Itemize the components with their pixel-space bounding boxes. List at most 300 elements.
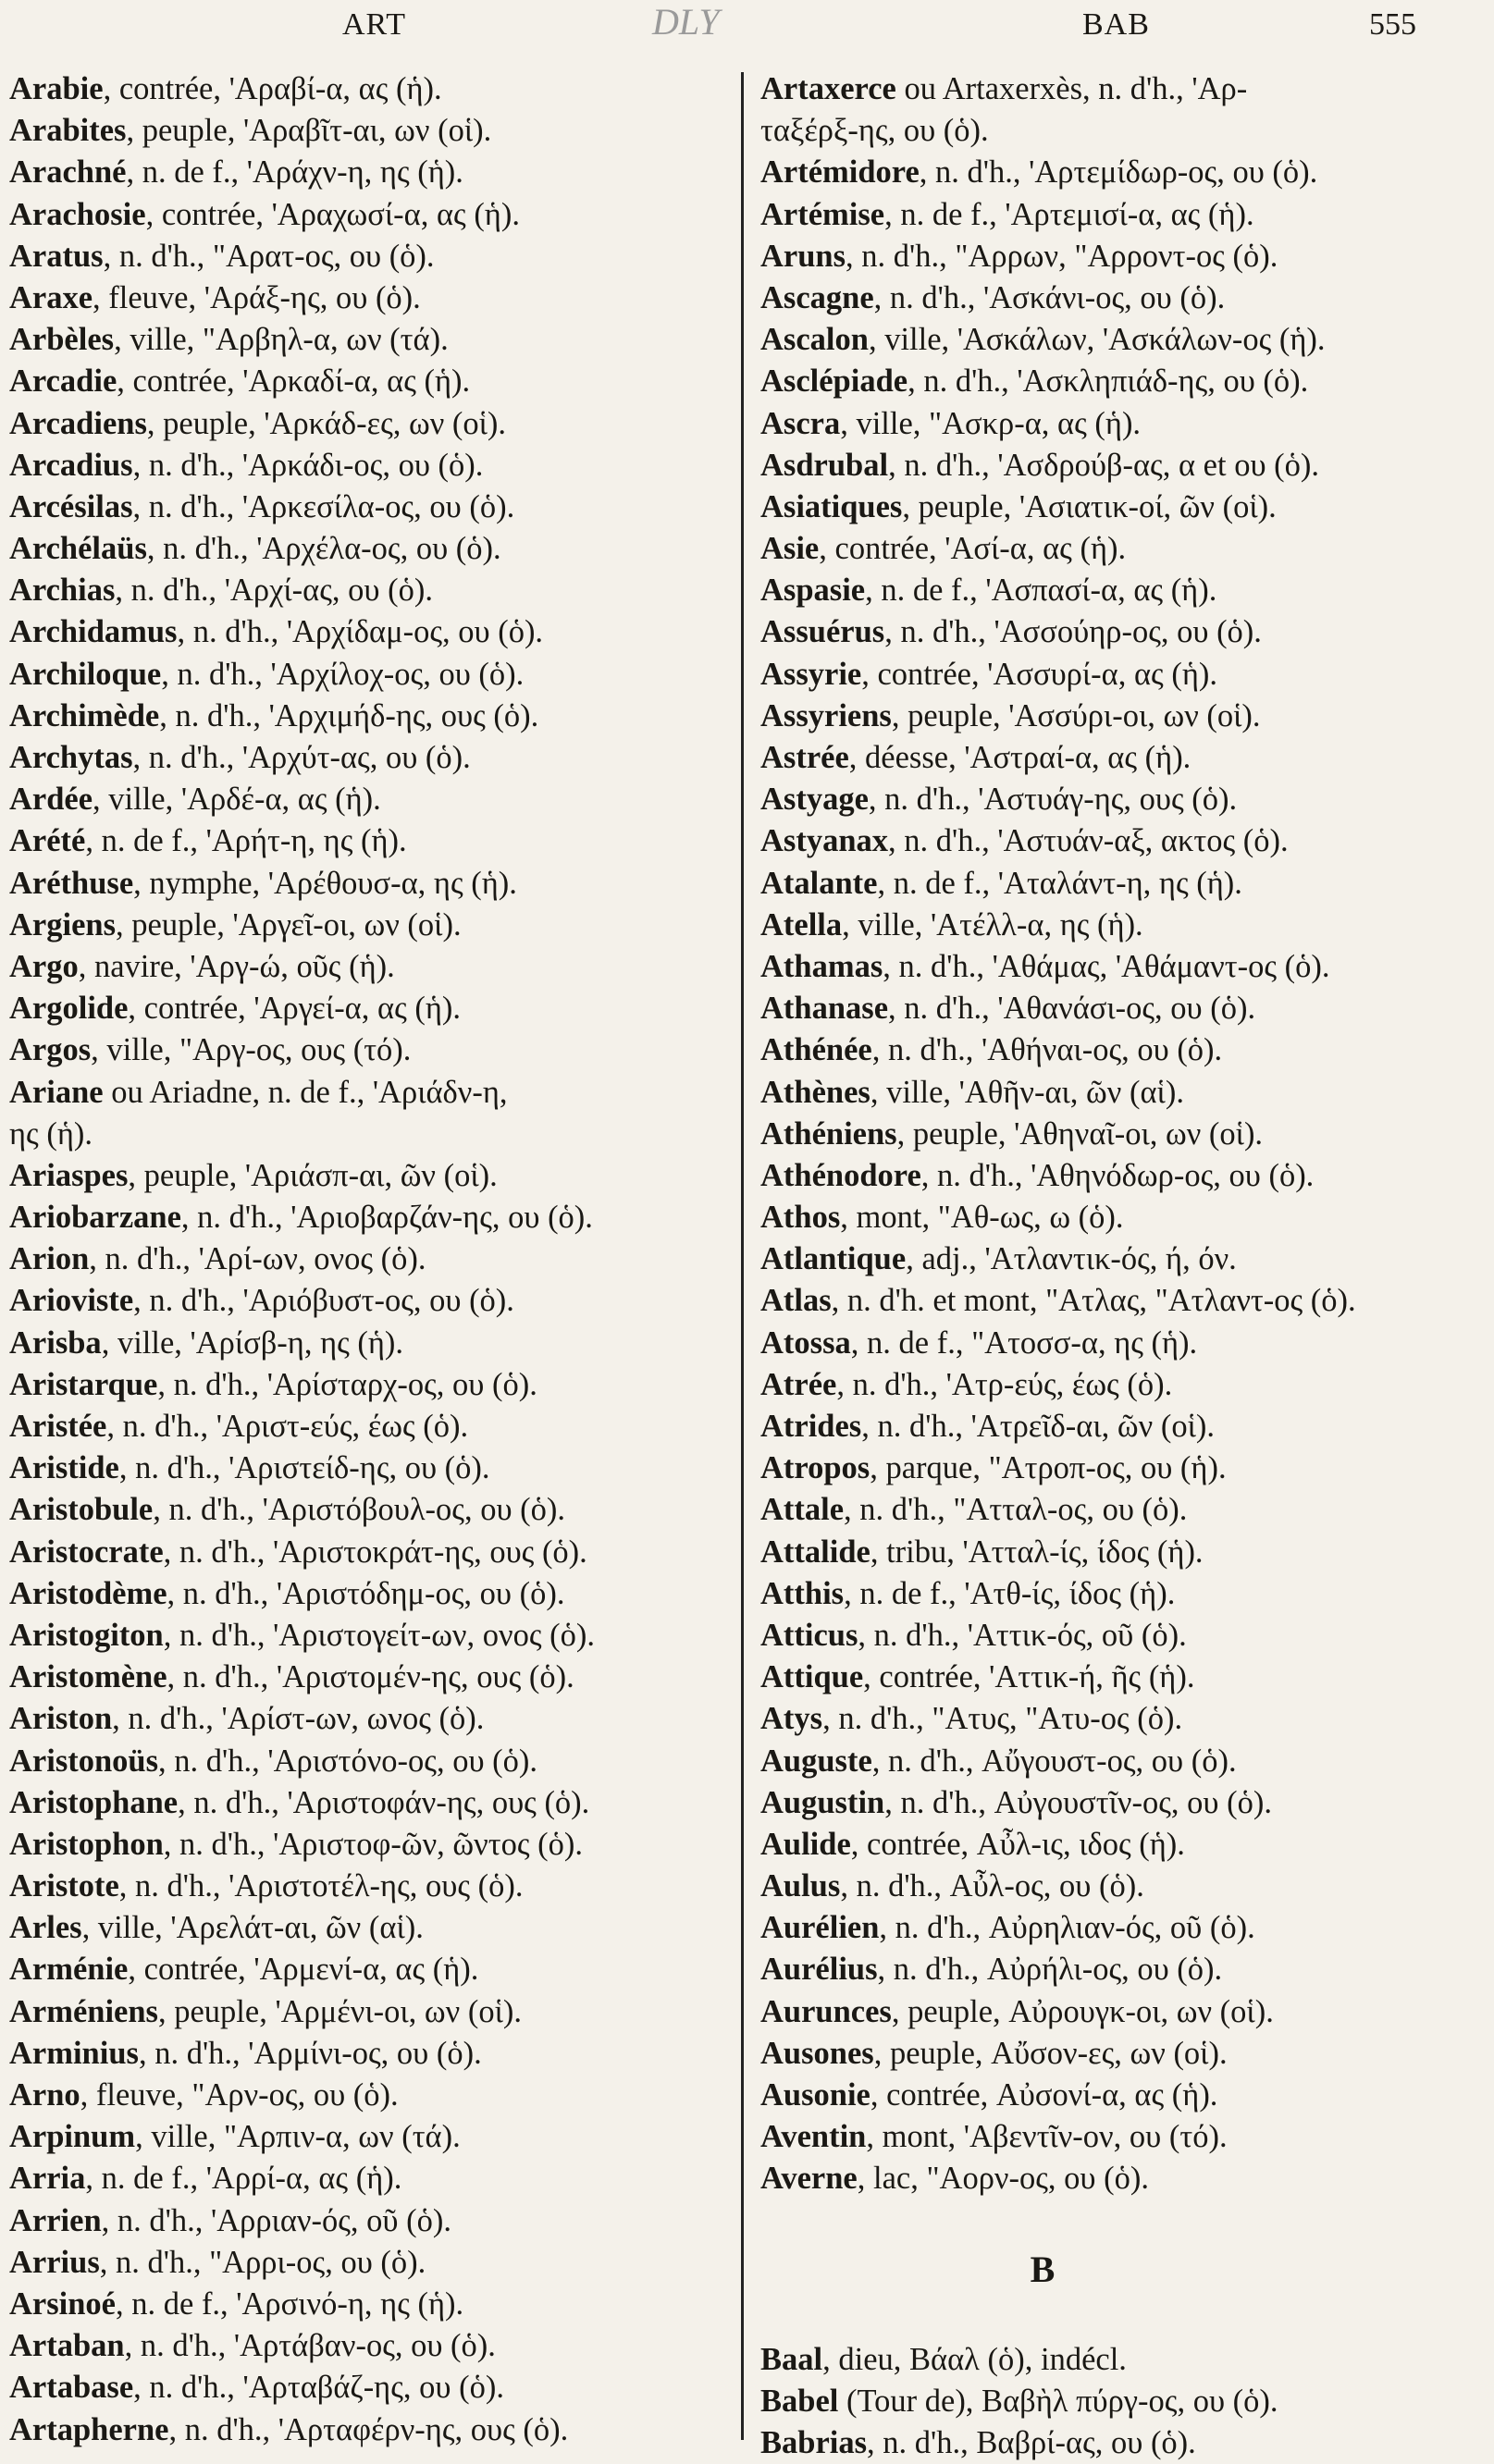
dictionary-entry (760, 2339, 1482, 2381)
dictionary-entry (760, 1824, 1482, 1866)
dictionary-entry (9, 2409, 726, 2451)
entry-headword: Athéniens (760, 1115, 897, 1152)
entry-definition: , n. d'h., 'Αστυάν-αξ, ακτος (ὁ). (888, 823, 1289, 859)
entry-headword: Aristée (9, 1409, 107, 1444)
entry-headword: Asiatiques (760, 488, 903, 524)
entry-headword: Atalante (760, 865, 878, 901)
dictionary-entry (9, 487, 726, 528)
entry-headword: Atlantique (760, 1241, 907, 1277)
entry-headword: Atella (760, 906, 843, 942)
dictionary-entry (9, 1532, 726, 1573)
entry-definition: , ville, 'Αρίσβ-η, ης (ἡ). (101, 1324, 404, 1361)
entry-headword: Artaxerce (760, 71, 896, 106)
entry-headword: Aristide (9, 1450, 119, 1486)
dictionary-entry (9, 2200, 726, 2242)
entry-headword: Arabites (9, 113, 127, 149)
dictionary-entry (9, 779, 726, 820)
dictionary-entry (760, 403, 1482, 445)
entry-definition: , n. d'h., Βαβρί-ας, ου (ὁ). (867, 2424, 1196, 2460)
entry-headword: Arles (9, 1910, 82, 1946)
dictionary-entry (9, 110, 726, 152)
entry-definition: , n. d'h., 'Αρχύτ-ας, ου (ὁ). (132, 740, 471, 775)
entry-headword: Aurunces (760, 1993, 892, 2029)
entry-definition: , contrée, 'Αραβί-α, ας (ἡ). (103, 71, 442, 106)
entry-headword: Assuérus (760, 614, 885, 650)
dictionary-entry (760, 1029, 1482, 1071)
entry-definition: , n. d'h., "Αρατ-ος, ου (ὁ). (103, 238, 435, 274)
dictionary-entry (760, 946, 1482, 988)
entry-headword: Ausones (760, 2035, 874, 2071)
entry-definition: , n. d'h., 'Αρχιμήδ-ης, ους (ὁ). (159, 697, 539, 733)
dictionary-entry (760, 1323, 1482, 1364)
dictionary-entry (760, 2158, 1482, 2199)
dictionary-entry (9, 528, 726, 570)
dictionary-entry (9, 361, 726, 402)
entry-headword: Arsinoé (9, 2285, 116, 2322)
entry-headword: Attale (760, 1492, 845, 1528)
entry-definition: , n. de f., 'Αρρί-α, ας (ἡ). (85, 2161, 402, 2197)
dictionary-entry (760, 194, 1482, 236)
entry-definition: , n. de f., 'Αταλάντ-η, ης (ἡ). (877, 865, 1242, 901)
dictionary-entry (760, 1448, 1482, 1489)
dictionary-entry (9, 696, 726, 737)
entry-headword: Astrée (760, 740, 849, 775)
entry-definition: , n. d'h., 'Αρτεμίδωρ-ος, ου (ὁ). (919, 154, 1318, 191)
entry-definition: , ville, 'Αρδέ-α, ας (ἡ). (93, 782, 381, 818)
entry-definition: , n. d'h., 'Αθανάσι-ος, ου (ὁ). (888, 991, 1256, 1027)
entry-headword: Arrien (9, 2202, 102, 2238)
entry-headword: Athénodore (760, 1157, 921, 1193)
dictionary-entry (9, 277, 726, 319)
dictionary-entry (9, 2325, 726, 2367)
dictionary-entry (760, 1573, 1482, 1615)
entry-definition: , n. d'h., 'Αριστοφάν-ης, ους (ὁ). (178, 1784, 590, 1820)
entry-headword: Aventin (760, 2119, 867, 2155)
dictionary-entry (760, 779, 1482, 820)
entry-definition: (Tour de), Βαβὴλ πύργ-ος, ου (ὁ). (838, 2383, 1278, 2419)
entry-headword: Ariobarzane (9, 1200, 181, 1236)
entry-headword: Athamas (760, 948, 883, 984)
entry-headword: Ascalon (760, 322, 869, 358)
dictionary-entry (760, 2422, 1482, 2464)
entry-headword: Aruns (760, 238, 846, 274)
right-guide-word: BAB (1082, 7, 1150, 42)
entry-definition: , n. d'h., 'Ασκάνι-ος, ου (ὁ). (873, 279, 1226, 315)
dictionary-entry (760, 1782, 1482, 1824)
entry-headword: Aristomène (9, 1659, 167, 1695)
entry-definition: , ville, 'Αθῆν-αι, ῶν (αἱ). (870, 1074, 1184, 1110)
entry-headword: Arcésilas (9, 488, 133, 524)
entry-definition: , n. d'h., 'Αρχίλοχ-ος, ου (ὁ). (161, 656, 525, 692)
entry-definition: , peuple, Αὔσον-ες, ων (οἱ). (873, 2035, 1228, 2071)
dictionary-entry (760, 1406, 1482, 1448)
entry-definition: , n. d'h., Αὐρήλι-ος, ου (ὁ). (877, 1952, 1223, 1988)
entry-headword: Astyage (760, 782, 869, 818)
entry-headword: Aratus (9, 238, 104, 274)
dictionary-entry (9, 1991, 726, 2033)
entry-definition: , ville, 'Ασκάλων, 'Ασκάλων-ος (ἡ). (868, 322, 1326, 358)
entry-headword: Ariaspes (9, 1157, 129, 1193)
dictionary-entry (760, 1991, 1482, 2033)
entry-headword: Atrides (760, 1409, 862, 1444)
entry-definition: , n. d'h., 'Αρτάβαν-ος, ου (ὁ). (124, 2328, 496, 2364)
dictionary-entry (9, 1114, 726, 1155)
entry-headword: Arcadie (9, 363, 117, 400)
entry-headword: Babel (760, 2383, 839, 2419)
entry-definition: , ville, 'Ατέλλ-α, ης (ἡ). (842, 906, 1143, 942)
entry-headword: Augustin (760, 1784, 885, 1820)
dictionary-entry (760, 1155, 1482, 1197)
entry-headword: Artapherne (9, 2411, 169, 2447)
right-column-b-entries (760, 2339, 1482, 2464)
entry-headword: Aréthuse (9, 865, 134, 901)
entry-headword: Atrée (760, 1366, 837, 1402)
entry-headword: Arabie (9, 71, 104, 106)
entry-definition: , n. d'h., 'Ασκληπιάδ-ης, ου (ὁ). (908, 363, 1309, 400)
entry-definition: , n. d'h., 'Αρκεσίλα-ος, ου (ὁ). (132, 488, 515, 524)
dictionary-entry (760, 2381, 1482, 2422)
entry-definition: , fleuve, 'Αράξ-ης, ου (ὁ). (93, 279, 421, 315)
dictionary-entry (9, 2075, 726, 2116)
entry-definition: , contrée, 'Αρκαδί-α, ας (ἡ). (117, 363, 471, 400)
entry-definition: , peuple, 'Ασιατικ-οί, ῶν (οἱ). (902, 488, 1277, 524)
entry-definition: , n. d'h., 'Αρίστ-ων, ωνος (ὁ). (112, 1701, 485, 1737)
dictionary-entry (760, 654, 1482, 696)
entry-headword: Auguste (760, 1743, 872, 1779)
entry-definition: , n. d'h., 'Ατρ-εύς, έως (ὁ). (836, 1366, 1173, 1402)
dictionary-entry (760, 1489, 1482, 1531)
entry-definition: , n. d'h., 'Αριστομέν-ης, ους (ὁ). (167, 1659, 574, 1695)
entry-definition: , n. d'h., 'Αρί-ων, ονος (ὁ). (89, 1241, 426, 1277)
entry-definition: , n. d'h., 'Αρχί-ας, ου (ὁ). (115, 573, 433, 609)
dictionary-entry (760, 68, 1482, 110)
entry-definition: , n. d'h., 'Αριστόβουλ-ος, ου (ὁ). (153, 1492, 566, 1528)
entry-headword: Aurélien (760, 1910, 880, 1946)
entry-definition: , n. d'h., 'Αριστόνο-ος, ου (ὁ). (158, 1743, 538, 1779)
entry-definition: , navire, 'Αργ-ώ, οῦς (ἡ). (78, 948, 395, 984)
entry-definition: , peuple, 'Αρκάδ-ες, ων (οἱ). (146, 405, 507, 441)
dictionary-entry (9, 2284, 726, 2325)
dictionary-entry (760, 1615, 1482, 1657)
dictionary-entry (760, 1197, 1482, 1238)
dictionary-entry (760, 445, 1482, 487)
entry-headword: Artémise (760, 196, 885, 232)
entry-definition: , n. d'h., "Ατυς, "Ατυ-ος (ὁ). (822, 1701, 1183, 1737)
dictionary-entry (9, 2242, 726, 2284)
dictionary-entry (9, 236, 726, 277)
dictionary-entry (9, 1698, 726, 1740)
entry-headword: Aristophon (9, 1826, 164, 1862)
entry-definition: , peuple, 'Αθηναῖ-οι, ων (οἱ). (896, 1115, 1264, 1152)
entry-headword: Ascra (760, 405, 841, 441)
entry-definition: , n. d'h., "Αρρων, "Αρροντ-ος (ὁ). (846, 238, 1278, 274)
entry-definition: , dieu, Βάαλ (ὁ), indécl. (822, 2341, 1127, 2377)
dictionary-entry (760, 2075, 1482, 2116)
dictionary-entry (760, 1114, 1482, 1155)
entry-headword: Archidamus (9, 614, 178, 650)
dictionary-entry (9, 654, 726, 696)
dictionary-entry (9, 1615, 726, 1657)
dictionary-entry (9, 1364, 726, 1406)
entry-headword: Astyanax (760, 823, 889, 859)
entry-definition: , adj., 'Ατλαντικ-ός, ή, όν. (906, 1241, 1237, 1277)
dictionary-entry (760, 1866, 1482, 1907)
entry-headword: Ascagne (760, 279, 874, 315)
entry-headword: Archimède (9, 697, 160, 733)
entry-definition: , mont, 'Αβεντῖν-ον, ου (τό). (866, 2119, 1228, 2155)
entry-definition: , n. de f., 'Αράχν-η, ης (ἡ). (126, 154, 463, 191)
entry-headword: Asdrubal (760, 447, 889, 483)
entry-definition: , parque, "Ατροπ-ος, ου (ἡ). (870, 1450, 1227, 1486)
dictionary-entry (760, 236, 1482, 277)
dictionary-entry (9, 1741, 726, 1782)
dictionary-entry (9, 611, 726, 653)
dictionary-entry (9, 445, 726, 487)
entry-headword: Arété (9, 823, 86, 859)
dictionary-entry (760, 1238, 1482, 1280)
dictionary-entry (9, 1238, 726, 1280)
entry-headword: Assyrie (760, 656, 862, 692)
dictionary-entry (760, 2116, 1482, 2158)
entry-definition: , n. de f., 'Ασπασί-α, ας (ἡ). (865, 573, 1217, 609)
dictionary-entry (760, 737, 1482, 779)
entry-definition: , contrée, 'Αραχωσί-α, ας (ἡ). (145, 196, 520, 232)
entry-headword: Arachosie (9, 196, 146, 232)
dictionary-entry (9, 1197, 726, 1238)
entry-definition: , lac, "Αορν-ος, ου (ὁ). (857, 2161, 1149, 2197)
entry-headword: Asclépiade (760, 363, 908, 400)
entry-definition: , peuple, 'Αρμένι-οι, ων (οἱ). (157, 1993, 522, 2029)
dictionary-entry (9, 1280, 726, 1322)
entry-headword: Aulus (760, 1868, 841, 1904)
entry-headword: Araxe (9, 279, 93, 315)
entry-definition: , n. d'h., 'Αρριαν-ός, οῦ (ὁ). (101, 2202, 451, 2238)
entry-definition: , contrée, 'Ασσυρί-α, ας (ἡ). (861, 656, 1217, 692)
entry-headword: Arméniens (9, 1993, 158, 2029)
entry-definition: , n. d'h., "Ατταλ-ος, ου (ὁ). (844, 1492, 1188, 1528)
entry-definition: , nymphe, 'Αρέθουσ-α, ης (ἡ). (133, 865, 517, 901)
entry-headword: Aristophane (9, 1784, 179, 1820)
page-header (0, 0, 1494, 65)
dictionary-entry (760, 2033, 1482, 2075)
entry-definition: , n. d'h., "Αρρι-ος, ου (ὁ). (99, 2244, 426, 2280)
entry-headword: Artaban (9, 2328, 125, 2364)
entry-definition: , n. d'h., 'Ασσούηρ-ος, ου (ὁ). (884, 614, 1262, 650)
entry-headword: Arménie (9, 1952, 129, 1988)
dictionary-entry (9, 1866, 726, 1907)
dictionary-entry (760, 1072, 1482, 1114)
entry-definition: , peuple, 'Αργεῖ-οι, ων (οἱ). (116, 906, 462, 942)
dictionary-entry (760, 1949, 1482, 1990)
entry-definition: , peuple, 'Αραβῖτ-αι, ων (οἱ). (126, 113, 492, 149)
dictionary-entry (9, 68, 726, 110)
entry-definition: , n. d'h., 'Αρμίνι-ος, ου (ὁ). (138, 2035, 482, 2071)
dictionary-entry (760, 820, 1482, 862)
entry-definition: , n. de f., "Ατοσσ-α, ης (ἡ). (850, 1324, 1198, 1361)
dictionary-entry (9, 1907, 726, 1949)
entry-definition: , n. d'h., 'Αθηνόδωρ-ος, ου (ὁ). (920, 1157, 1315, 1193)
entry-definition: , fleuve, "Αρν-ος, ου (ὁ). (80, 2077, 399, 2113)
entry-definition: , n. d'h., 'Αττικ-ός, οῦ (ὁ). (858, 1617, 1187, 1653)
dictionary-entry (9, 152, 726, 193)
dictionary-entry (9, 1824, 726, 1866)
entry-definition: , peuple, 'Αριάσπ-αι, ῶν (οἱ). (128, 1157, 498, 1193)
entry-headword: Archytas (9, 740, 133, 775)
entry-definition: , contrée, 'Αργεί-α, ας (ἡ). (128, 991, 462, 1027)
entry-definition: , n. d'h., 'Αριόβυστ-ος, ου (ὁ). (133, 1283, 514, 1319)
dictionary-entry (760, 863, 1482, 905)
dictionary-entry (9, 1489, 726, 1531)
dictionary-entry (9, 1949, 726, 1990)
entry-headword: Aristonoüs (9, 1743, 159, 1779)
entry-headword: Argo (9, 948, 79, 984)
dictionary-entry (9, 1448, 726, 1489)
entry-headword: Assyriens (760, 697, 892, 733)
dictionary-entry (760, 1532, 1482, 1573)
entry-definition: , peuple, Αὐρουγκ-οι, ων (οἱ). (891, 1993, 1274, 2029)
entry-definition: , n. de f., 'Αρτεμισί-α, ας (ἡ). (884, 196, 1254, 232)
entry-headword: Athos (760, 1200, 841, 1236)
dictionary-entry (9, 1155, 726, 1197)
entry-headword: Aulide (760, 1826, 851, 1862)
entry-headword: Ardée (9, 782, 93, 818)
dictionary-entry (760, 361, 1482, 402)
entry-headword: Argolide (9, 991, 129, 1027)
entry-headword: Argos (9, 1032, 92, 1068)
dictionary-entry (9, 2158, 726, 2199)
dictionary-entry (9, 946, 726, 988)
entry-definition: , contrée, 'Αττικ-ή, ῆς (ἡ). (863, 1659, 1195, 1695)
entry-definition: , n. de f., 'Αρσινό-η, ης (ἡ). (116, 2285, 464, 2322)
entry-headword: Aurélius (760, 1952, 878, 1988)
entry-definition: ou Ariadne, n. de f., 'Αριάδν-η, (103, 1074, 508, 1110)
handwritten-mark: DLY (652, 1, 720, 43)
entry-definition: , n. d'h., 'Αθήναι-ος, ου (ὁ). (871, 1032, 1223, 1068)
dictionary-entry (760, 1907, 1482, 1949)
right-column-a-entries (760, 68, 1482, 2200)
entry-definition: , n. d'h., Αὔγουστ-ος, ου (ὁ). (871, 1743, 1237, 1779)
dictionary-entry (9, 820, 726, 862)
entry-definition: , ville, "Αρβηλ-α, ων (τά). (114, 322, 449, 358)
column-divider (741, 72, 744, 2440)
entry-definition: , n. d'h. et mont, "Ατλας, "Ατλαντ-ος (ὁ). (831, 1283, 1356, 1319)
dictionary-entry (760, 905, 1482, 946)
dictionary-entry (760, 570, 1482, 611)
entry-definition: , n. d'h., 'Αστυάγ-ης, ους (ὁ). (868, 782, 1238, 818)
entry-headword: Arachné (9, 154, 127, 191)
entry-definition: ταξέρξ-ης, ου (ὁ). (760, 113, 989, 149)
entry-definition: , n. de f., 'Αρήτ-η, ης (ἡ). (85, 823, 407, 859)
entry-definition: , n. d'h., 'Αριστοκράτ-ης, ους (ὁ). (163, 1534, 587, 1570)
entry-headword: Athénée (760, 1032, 872, 1068)
entry-definition: , n. d'h., 'Αριστοτέλ-ης, ους (ὁ). (118, 1868, 524, 1904)
entry-headword: Arioviste (9, 1283, 134, 1319)
entry-definition: , n. d'h., 'Ατρεῖδ-αι, ῶν (οἱ). (861, 1409, 1215, 1444)
dictionary-entry (9, 1782, 726, 1824)
section-letter-heading: B (1030, 2248, 1056, 2290)
entry-definition: , n. d'h., 'Αριστοφ-ῶν, ῶντος (ὁ). (163, 1826, 583, 1862)
dictionary-entry (760, 1280, 1482, 1322)
dictionary-entry (9, 737, 726, 779)
dictionary-entry (760, 1364, 1482, 1406)
entry-definition: , n. d'h., 'Αρταβάζ-ης, ου (ὁ). (133, 2370, 504, 2406)
entry-definition: , n. d'h., 'Αρχέλα-ος, ου (ὁ). (146, 531, 501, 567)
entry-definition: , n. d'h., 'Ασδρούβ-ας, α et ου (ὁ). (888, 447, 1319, 483)
entry-definition: , n. d'h., 'Αριοβαρζάν-ης, ου (ὁ). (180, 1200, 593, 1236)
entry-definition: , contrée, 'Αρμενί-α, ας (ἡ). (128, 1952, 479, 1988)
right-column (760, 68, 1482, 2464)
entry-headword: Athanase (760, 991, 889, 1027)
dictionary-entry (9, 2116, 726, 2158)
entry-definition: , n. d'h., Αὖλ-ος, ου (ὁ). (840, 1868, 1144, 1904)
entry-headword: Atticus (760, 1617, 858, 1653)
entry-definition: , n. d'h., 'Αριστόδημ-ος, ου (ὁ). (167, 1575, 565, 1611)
entry-definition: , n. de f., 'Ατθ-ίς, ίδος (ἡ). (844, 1575, 1176, 1611)
entry-definition: , n. d'h., 'Αριστ-εύς, έως (ὁ). (106, 1409, 469, 1444)
entry-headword: Atlas (760, 1283, 832, 1319)
entry-headword: Arpinum (9, 2119, 136, 2155)
entry-headword: Attalide (760, 1534, 870, 1570)
dictionary-entry (9, 1323, 726, 1364)
dictionary-entry (760, 528, 1482, 570)
entry-definition: , n. d'h., 'Αριστογείτ-ων, ονος (ὁ). (163, 1617, 596, 1653)
dictionary-entry (9, 905, 726, 946)
dictionary-entry (9, 1406, 726, 1448)
dictionary-entry (9, 863, 726, 905)
dictionary-entry (9, 2367, 726, 2409)
entry-headword: Artabase (9, 2370, 134, 2406)
left-column (9, 68, 726, 2451)
dictionary-entry (760, 152, 1482, 193)
entry-definition: , n. d'h., Αὐρηλιαν-ός, οῦ (ὁ). (879, 1910, 1255, 1946)
entry-headword: Argiens (9, 906, 116, 942)
entry-headword: Atys (760, 1701, 823, 1737)
dictionary-entry (760, 611, 1482, 653)
entry-headword: Aristobule (9, 1492, 154, 1528)
dictionary-entry (760, 1657, 1482, 1698)
entry-definition: , contrée, Αὐσονί-α, ας (ἡ). (870, 2077, 1218, 2113)
entry-headword: Aristodème (9, 1575, 167, 1611)
entry-headword: Archélaüs (9, 531, 147, 567)
entry-headword: Aristocrate (9, 1534, 164, 1570)
dictionary-entry (9, 319, 726, 361)
dictionary-entry (9, 194, 726, 236)
dictionary-entry (760, 110, 1482, 152)
entry-headword: Aristarque (9, 1366, 158, 1402)
left-guide-word: ART (342, 7, 406, 42)
entry-headword: Atthis (760, 1575, 845, 1611)
entry-definition: , n. d'h., 'Αριστείδ-ης, ου (ὁ). (118, 1450, 490, 1486)
entry-definition: , contrée, 'Ασί-α, ας (ἡ). (819, 531, 1127, 567)
entry-headword: Aspasie (760, 573, 866, 609)
dictionary-entry (760, 1741, 1482, 1782)
entry-definition: , n. d'h., Αὐγουστῖν-ος, ου (ὁ). (884, 1784, 1272, 1820)
dictionary-entry (9, 1029, 726, 1071)
page-number: 555 (1369, 7, 1416, 42)
entry-headword: Artémidore (760, 154, 920, 191)
dictionary-entry (9, 2033, 726, 2075)
dictionary-entry (9, 403, 726, 445)
entry-definition: , peuple, 'Ασσύρι-οι, ων (οἱ). (891, 697, 1261, 733)
entry-headword: Arion (9, 1241, 90, 1277)
entry-definition: , ville, "Ασκρ-α, ας (ἡ). (840, 405, 1142, 441)
dictionary-entry (9, 570, 726, 611)
dictionary-entry (760, 319, 1482, 361)
entry-headword: Asie (760, 531, 820, 567)
entry-headword: Archias (9, 573, 116, 609)
entry-headword: Ariston (9, 1701, 113, 1737)
entry-definition: , ville, 'Αρελάτ-αι, ῶν (αἱ). (81, 1910, 424, 1946)
